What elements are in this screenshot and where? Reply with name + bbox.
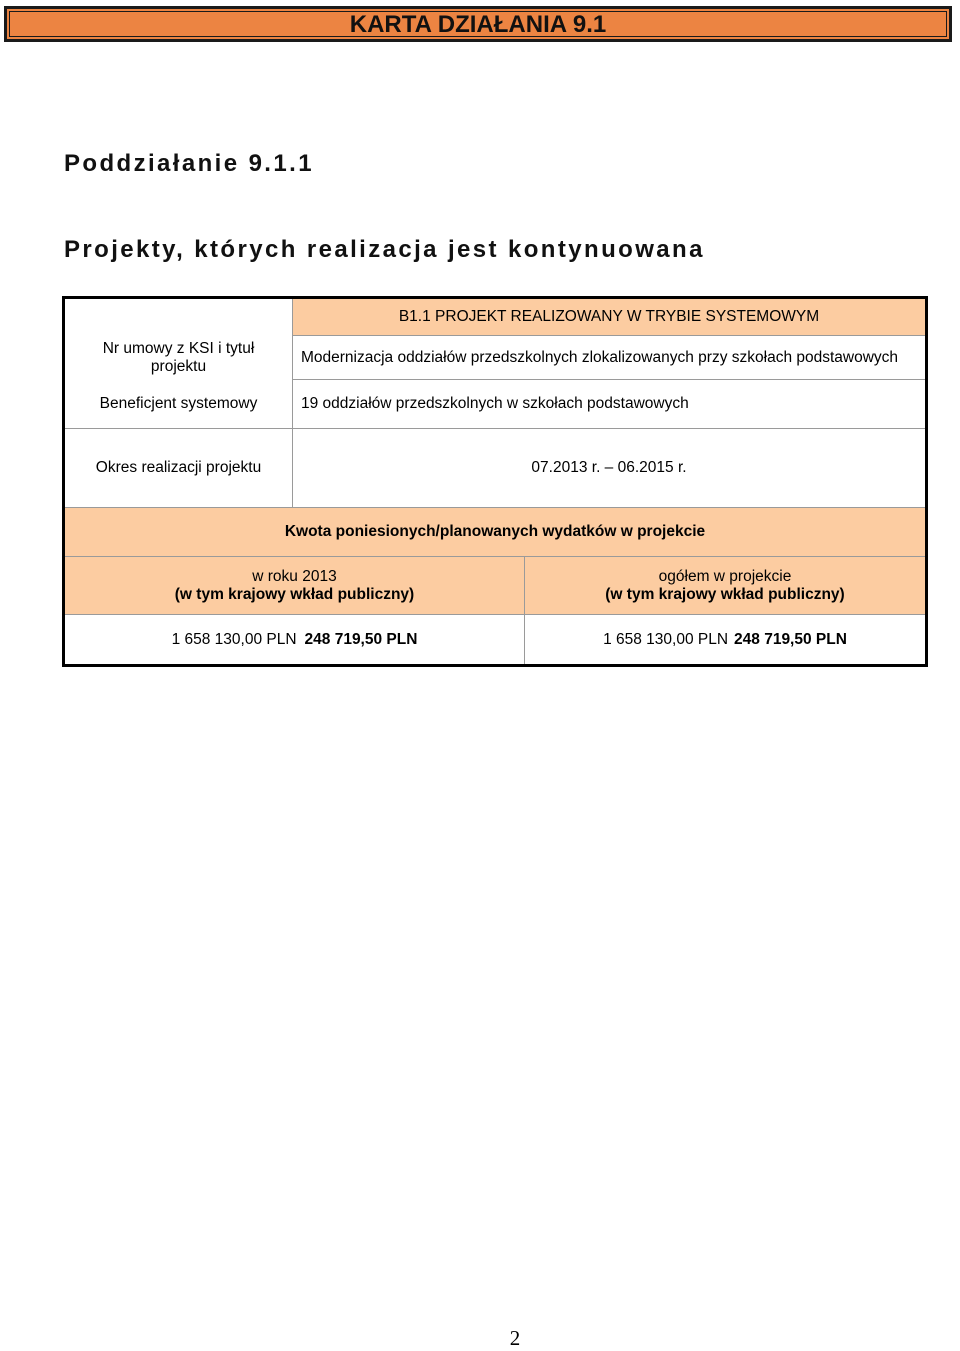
year-national-amount: 248 719,50 PLN <box>304 630 418 648</box>
project-card-table <box>62 296 928 667</box>
costs-value-row <box>64 615 927 666</box>
beneficiary-row <box>64 380 927 429</box>
overall-column-title: ogółem w projekcie <box>658 567 792 585</box>
sub-measure-heading: Poddziałanie 9.1.1 <box>64 150 314 177</box>
overall-amounts <box>525 615 927 666</box>
year-column-subtitle: (w tym krajowy wkład publiczny) <box>174 585 415 603</box>
project-type-cell: B1.1 PROJEKT REALIZOWANY W TRYBIE SYSTEMOWYM <box>293 298 927 336</box>
costs-header-row <box>64 557 927 615</box>
period-row <box>64 429 927 508</box>
section-heading: Projekty, których realizacja jest kontynuowana <box>64 236 705 263</box>
contract-value: Modernizacja oddziałów przedszkolnych zlokalizowanych przy szkołach podstawowych <box>293 336 927 380</box>
page-number: 2 <box>509 1326 521 1350</box>
overall-column-header <box>525 557 927 615</box>
card-title: KARTA DZIAŁANIA 9.1 <box>349 11 607 38</box>
overall-column-subtitle: (w tym krajowy wkład publiczny) <box>605 585 845 603</box>
contract-row <box>64 336 927 380</box>
card-title-banner <box>4 6 952 42</box>
costs-title-row <box>64 508 927 557</box>
year-amounts <box>64 615 525 666</box>
period-value: 07.2013 r. – 06.2015 r. <box>293 429 927 508</box>
contract-label: Nr umowy z KSI i tytuł projektu <box>64 336 293 380</box>
overall-national-amount: 248 719,50 PLN <box>734 630 847 648</box>
beneficiary-label: Beneficjent systemowy <box>64 380 293 429</box>
year-column-title: w roku 2013 <box>252 567 337 585</box>
period-label: Okres realizacji projektu <box>64 429 293 508</box>
project-type-row <box>64 298 927 336</box>
costs-title: Kwota poniesionych/planowanych wydatków w projekcie <box>64 508 927 557</box>
overall-total-amount: 1 658 130,00 PLN <box>603 630 729 648</box>
year-column-header <box>64 557 525 615</box>
year-total-amount: 1 658 130,00 PLN <box>171 630 297 648</box>
beneficiary-value: 19 oddziałów przedszkolnych w szkołach podstawowych <box>293 380 927 429</box>
